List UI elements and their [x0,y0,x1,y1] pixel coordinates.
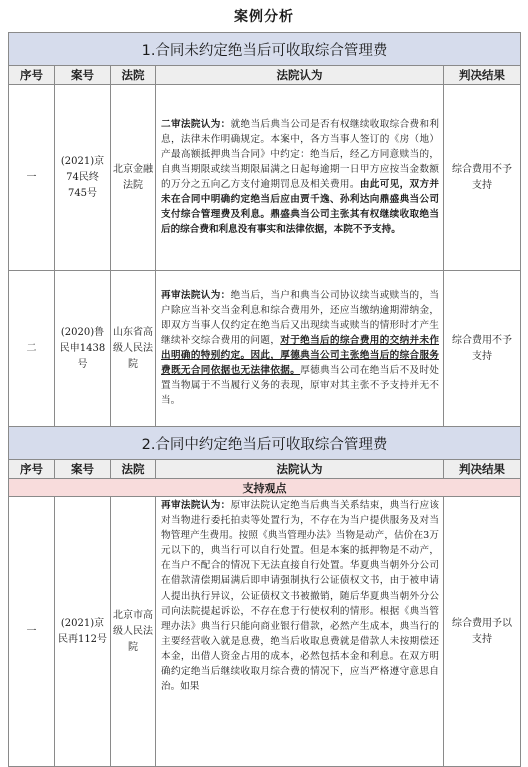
col-header-opinion: 法院认为 [156,66,444,85]
judgment-result: 综合费用不予支持 [444,85,521,271]
column-header-row [9,66,521,85]
court-opinion [156,85,444,271]
judgment-result: 综合费用予以支持 [444,497,521,767]
table-row [9,271,521,427]
row-number: 二 [9,271,55,427]
col-header-no: 序号 [9,66,55,85]
opinion-lead: 二审法院认为： [161,118,231,130]
opinion-tail: 厚德典当公司在绝当后不及时处置当物属于不当履行义务的表现，原审对其主张不予支持并无不当。 [161,365,440,407]
opinion-text: 原审法院认定绝当后典当关系结束，典当行应该对当物进行委托拍卖等处置行为，不存在为当户提供服务及对当物管理产生费用。按照《典当管理办法》当物是动产，估价在3万元以下的，典当行可以自行处置。但是本案的抵押物是不动产，在当户不配合的情况下无法直接自行处置。华夏典当朝外分公司在借款清偿期届满后即申请强制执行公证债权文书，由于被申请人提出执行异议，公证债权文书被撤销，随后华夏典当朝外分公司向法院提起诉讼，不存在怠于行使权利的情形。根据《典当管理办法》典当行只能向商业银行借款，必然产生成本，典当行的主要经营收入就是息费，绝当后收取息费就是借款人未按期偿还本金，出借人资金占用的成本，必然包括本金和利息。在双方明确约定绝当后继续收取月综合费的情况下，应当严格遵守意思自治。如果 [161,500,440,693]
col-header-court: 法院 [111,66,156,85]
col-header-result: 判决结果 [444,66,521,85]
opinion-bold: 由此可见，双方并未在合同中明确约定绝当后应由贾千逸、孙利达向鼎盛典当公司支付综合管理费及利息。鼎盛典当公司主张其有权继续收取绝当后的综合费和利息没有事实和法律依据，本院不予支持。 [161,179,440,236]
case-table [8,32,521,767]
case-number: (2021)京74民终745号 [55,85,111,271]
opinion-lead: 再审法院认为： [161,289,231,301]
case-number: (2021)京民再112号 [55,497,111,767]
court-opinion [156,497,444,767]
row-number: 一 [9,85,55,271]
opinion-bold: 对于绝当后的综合费用的交纳并未作出明确的特别约定。因此，厚德典当公司主张绝当后的综合服务费既无合同依据也无法律依据。 [161,334,440,377]
row-number: 一 [9,497,55,767]
section-1-title: 1.合同未约定绝当后可收取综合管理费 [9,33,521,66]
support-view-title: 支持观点 [9,479,521,497]
section-2-header [9,427,521,460]
support-view-header [9,479,521,497]
col-header-no: 序号 [9,460,55,479]
col-header-court: 法院 [111,460,156,479]
court-name: 北京市高级人民法院 [111,497,156,767]
opinion-text: 绝当后，当户和典当公司协议续当或赎当的，当户除应当补交当金利息和综合费用外，还应当缴纳逾期滞纳金，即双方当事人仅约定在绝当后又出现续当或赎当的情形时才产生继续补交综合费用的问题， [161,289,440,346]
court-name: 北京金融法院 [111,85,156,271]
table-row [9,85,521,271]
col-header-case-no: 案号 [55,66,111,85]
court-name: 山东省高级人民法院 [111,271,156,427]
section-2-title: 2.合同中约定绝当后可收取综合管理费 [9,427,521,460]
opinion-lead: 再审法院认为： [161,500,231,511]
judgment-result: 综合费用不予支持 [444,271,521,427]
table-row [9,497,521,767]
col-header-case-no: 案号 [55,460,111,479]
court-opinion [156,271,444,427]
col-header-opinion: 法院认为 [156,460,444,479]
opinion-text: 就绝当后典当公司是否有权继续收取综合费和利息，法律未作明确规定。本案中，各方当事人签订的《房（地）产最高额抵押典当合同》中约定：绝当后，经乙方同意赎当的，自典当期限或续当期限届满之日起每逾期一日甲方应按当金数额的万分之五向乙方支付逾期罚息及相关费用。 [161,118,440,190]
case-number: (2020)鲁民申1438号 [55,271,111,427]
section-1-header [9,33,521,66]
column-header-row [9,460,521,479]
page-title: 案例分析 [234,9,294,25]
col-header-result: 判决结果 [444,460,521,479]
